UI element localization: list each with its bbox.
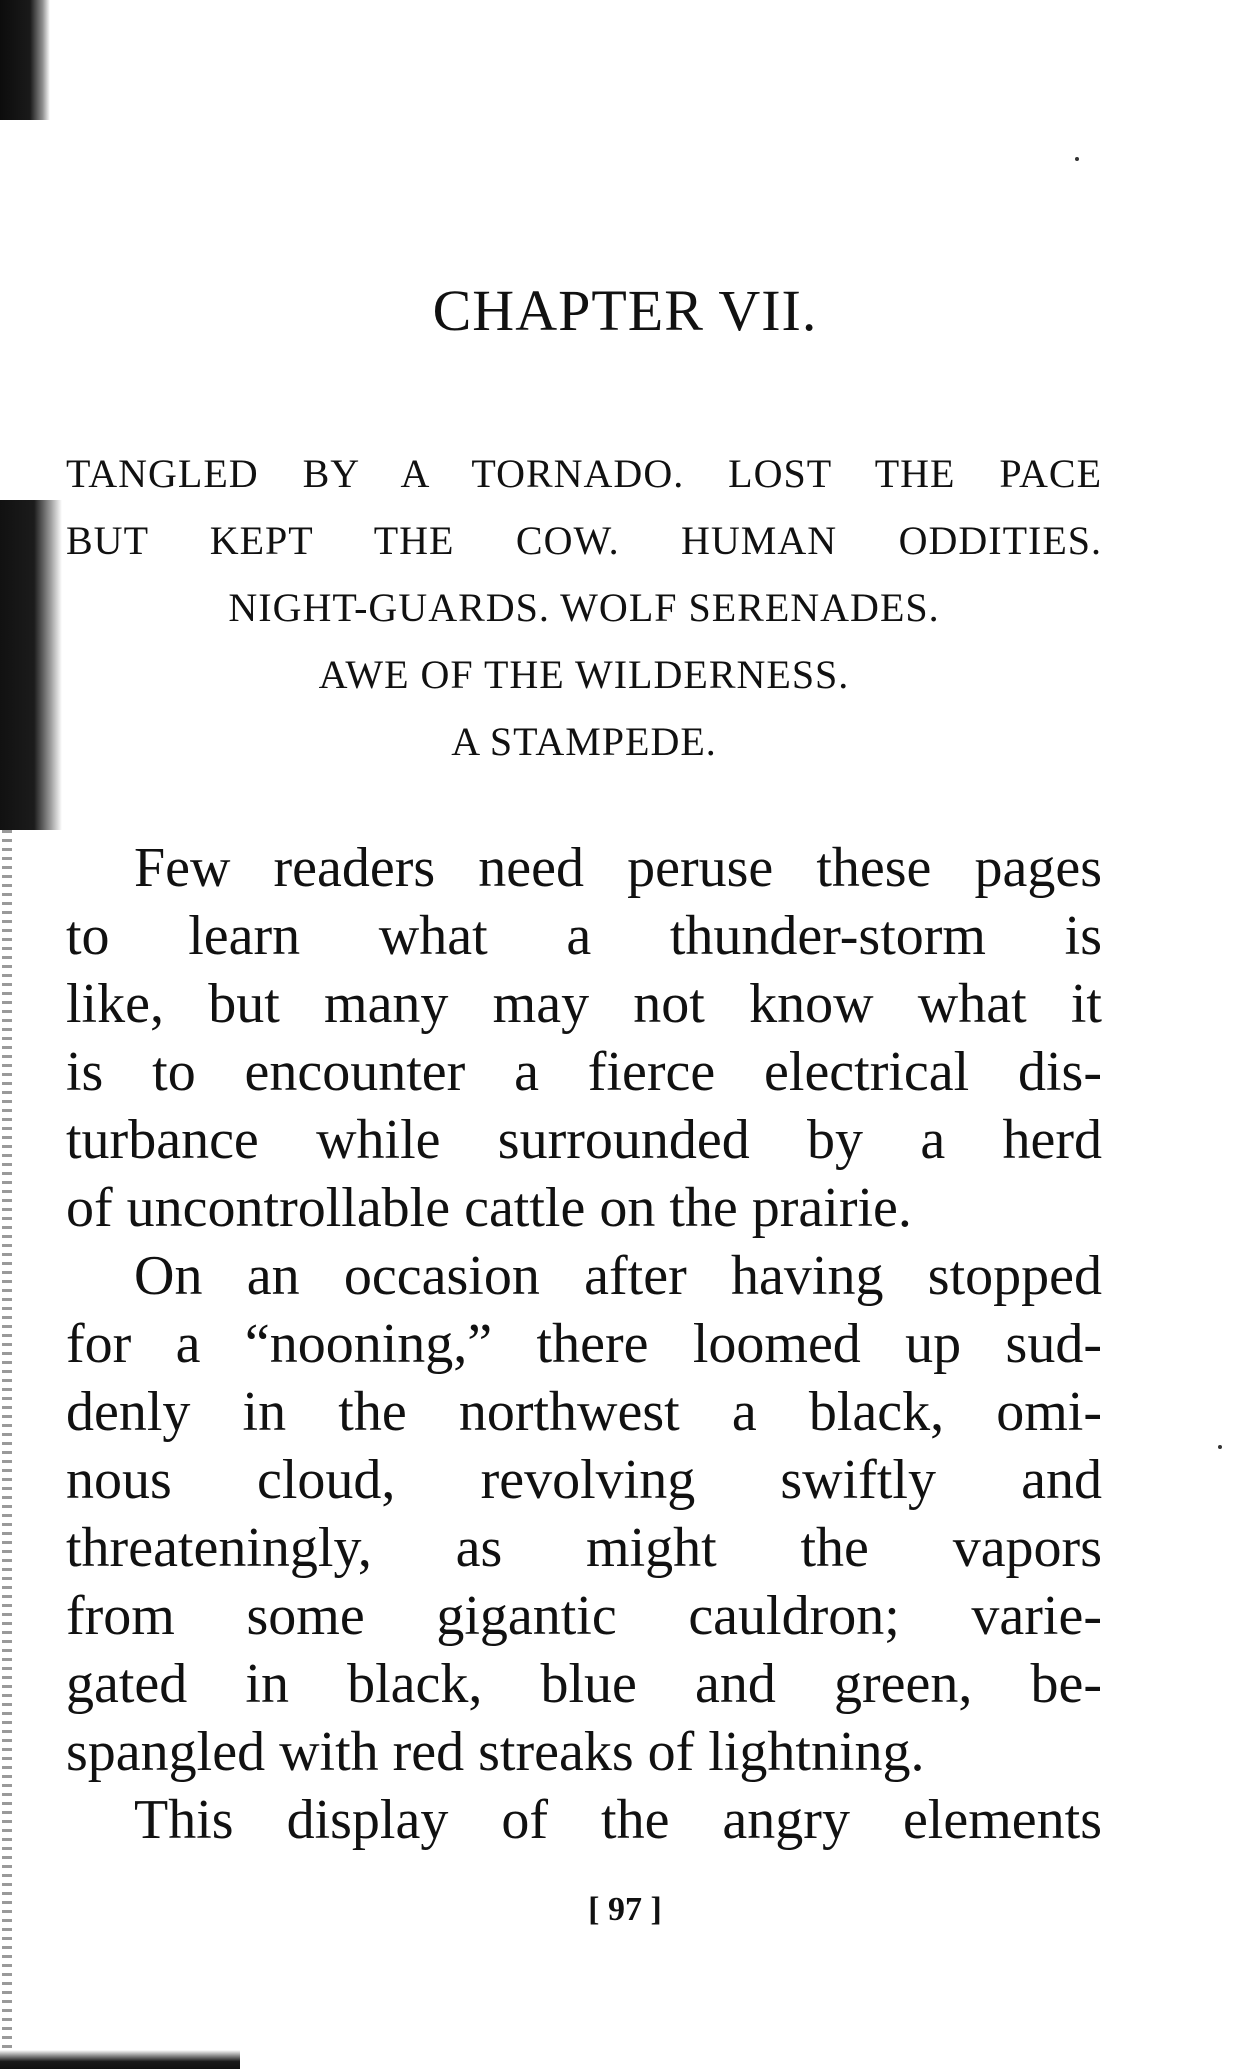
paragraph-line: This display of the angry elements — [134, 1789, 1102, 1851]
paragraph-line: from some gigantic cauldron; varie- — [66, 1585, 1102, 1647]
paragraph-line: denly in the northwest a black, omi- — [66, 1381, 1102, 1443]
page-number: [ 97 ] — [588, 1891, 662, 1928]
summary-line: TANGLED BY A TORNADO. LOST THE PACE — [66, 451, 1102, 496]
scan-speck — [1075, 157, 1079, 161]
chapter-summary — [66, 440, 1102, 775]
paragraph-line: turbance while surrounded by a herd — [66, 1109, 1102, 1171]
body-text — [66, 834, 1102, 1854]
paragraph-line: gated in black, blue and green, be- — [66, 1653, 1102, 1715]
paragraph-line: is to encounter a fierce electrical dis- — [66, 1041, 1102, 1103]
chapter-title: CHAPTER VII. — [432, 278, 818, 343]
paragraph-line: for a “nooning,” there loomed up sud- — [66, 1313, 1102, 1375]
paragraph-line: threateningly, as might the vapors — [66, 1517, 1102, 1579]
scan-speck — [1218, 1445, 1222, 1449]
paragraph-line: like, but many may not know what it — [66, 973, 1102, 1035]
paragraph-line: nous cloud, revolving swiftly and — [66, 1449, 1102, 1511]
paragraph-line: Few readers need peruse these pages — [134, 837, 1102, 899]
paragraph-line: to learn what a thunder-storm is — [66, 905, 1102, 967]
summary-line: AWE OF THE WILDERNESS. — [318, 652, 850, 697]
summary-line: A STAMPEDE. — [451, 719, 717, 764]
scan-binding-shadow-middle — [0, 500, 62, 830]
summary-line: BUT KEPT THE COW. HUMAN ODDITIES. — [66, 518, 1102, 563]
summary-line: NIGHT-GUARDS. WOLF SERENADES. — [228, 585, 940, 630]
scan-binding-edge — [2, 830, 12, 2050]
scan-binding-shadow-bottom — [0, 2050, 240, 2069]
scan-binding-shadow-top — [0, 0, 50, 120]
paragraph-line: spangled with red streaks of lightning. — [66, 1721, 925, 1783]
paragraph-line: of uncontrollable cattle on the prairie. — [66, 1177, 912, 1239]
paragraph-line: On an occasion after having stopped — [134, 1245, 1102, 1307]
